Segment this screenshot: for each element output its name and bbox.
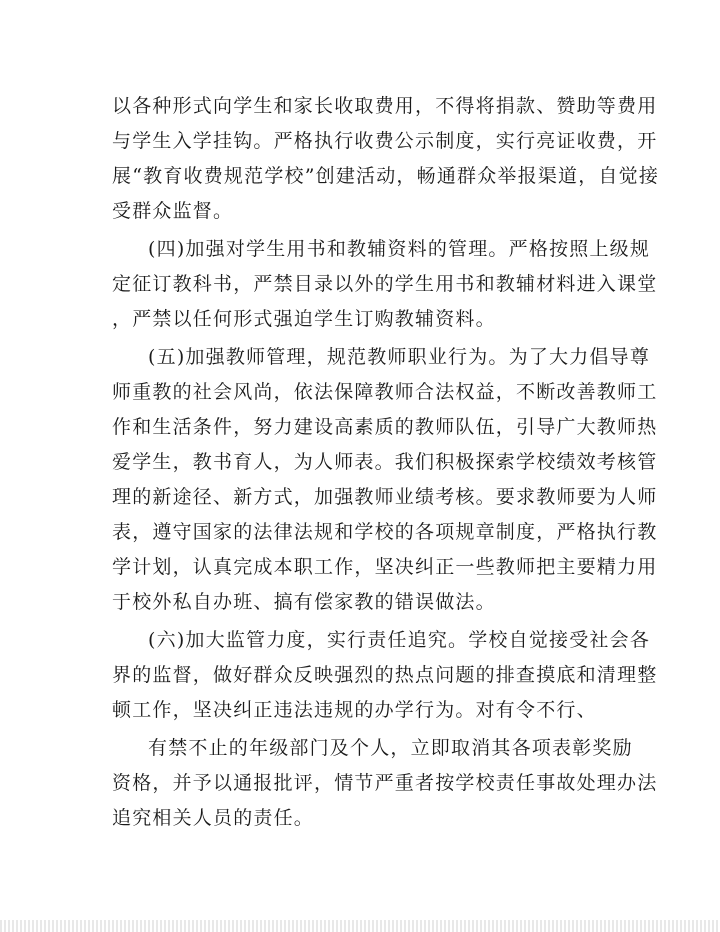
text-line: ，严禁以任何形式强迫学生订购教辅资料。 (112, 308, 496, 330)
text-line: 理的新途径、新方式，加强教师业绩考核。要求教师要为人师 (112, 486, 658, 508)
text-line: 展“教育收费规范学校”创建活动，畅通群众举报渠道，自觉接 (112, 165, 660, 187)
text-line: 定征订教科书，严禁目录以外的学生用书和教辅材料进入课堂 (112, 273, 658, 295)
text-line: 爱学生，教书育人，为人师表。我们积极探索学校绩效考核管 (112, 451, 658, 473)
text-line: 界的监督，做好群众反映强烈的热点问题的排查摸底和清理整 (112, 664, 658, 686)
paragraph-heading-line: (五)加强教师管理，规范教师职业行为。为了大力倡导尊 (148, 346, 651, 368)
paragraph-heading-line: (六)加大监管力度，实行责任追究。学校自觉接受社会各 (148, 629, 651, 651)
paragraph-heading-line: (四)加强对学生用书和教辅资料的管理。严格按照上级规 (148, 238, 651, 260)
text-line: 学计划，认真完成本职工作，坚决纠正一些教师把主要精力用 (112, 556, 658, 578)
text-line: 顿工作，坚决纠正违法违规的办学行为。对有令不行、 (112, 699, 597, 721)
scan-edge-artifact (0, 920, 720, 932)
text-line: 与学生入学挂钩。严格执行收费公示制度，实行亮证收费，开 (112, 130, 658, 152)
text-line: 于校外私自办班、搞有偿家教的错误做法。 (112, 591, 496, 613)
text-line: 追究相关人员的责任。 (112, 807, 315, 829)
text-line: 师重教的社会风尚，依法保障教师合法权益，不断改善教师工 (112, 381, 658, 403)
text-line: 有禁不止的年级部门及个人，立即取消其各项表彰奖励 (148, 737, 633, 759)
text-line: 表，遵守国家的法律法规和学校的各项规章制度，严格执行教 (112, 521, 658, 543)
text-line: 资格，并予以通报批评，情节严重者按学校责任事故处理办法 (112, 772, 658, 794)
text-line: 以各种形式向学生和家长收取费用，不得将捐款、赞助等费用 (112, 95, 658, 117)
text-line: 受群众监督。 (112, 200, 234, 222)
text-line: 作和生活条件，努力建设高素质的教师队伍，引导广大教师热 (112, 416, 658, 438)
